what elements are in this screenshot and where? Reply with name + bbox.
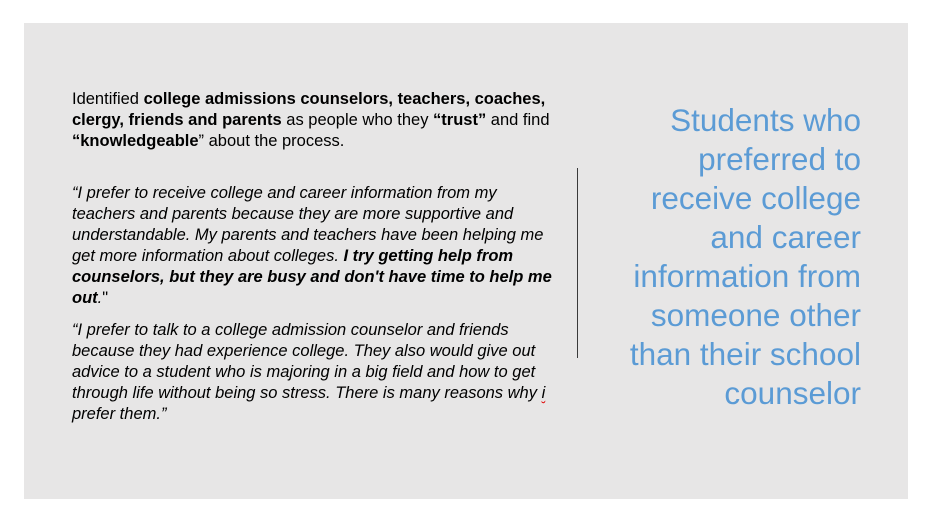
quote-text: . bbox=[97, 289, 103, 307]
title-line: preferred to bbox=[698, 141, 861, 177]
intro-bold-knowledgeable: “knowledgeable bbox=[72, 132, 199, 150]
intro-bold-trust: “trust” bbox=[433, 111, 487, 129]
student-quote-2 bbox=[72, 320, 562, 425]
vertical-divider bbox=[577, 168, 578, 358]
quote-bold-text: I try getting help from counselors, but they are busy and don't have time to help me out bbox=[72, 247, 552, 307]
slide-title bbox=[599, 101, 861, 413]
quote-text: “I prefer to receive college and career information from my teachers and parents because they are more supportive and understandable. My parents and teachers have been helping me get more information about colleges. bbox=[72, 184, 544, 265]
title-line: counselor bbox=[724, 375, 861, 411]
student-quote-1 bbox=[72, 183, 562, 309]
spelling-error-word: i bbox=[541, 384, 546, 402]
title-line: Students who bbox=[670, 102, 861, 138]
slide bbox=[24, 23, 908, 499]
title-line: and career bbox=[710, 219, 861, 255]
intro-text: Identified bbox=[72, 90, 144, 108]
intro-bold-people: college admissions counselors, teachers, coaches, clergy, friends and parents bbox=[72, 90, 546, 129]
quote-text: “I prefer to talk to a college admission counselor and friends because they had experience college. They also would give out advice to a student who is majoring in a big field and how to get through life without being so stress. There is many reasons why bbox=[72, 321, 542, 402]
quote-text: prefer them.” bbox=[72, 405, 167, 423]
intro-paragraph bbox=[72, 89, 562, 152]
left-column bbox=[72, 89, 562, 425]
closing-quote-mark: " bbox=[102, 289, 109, 307]
intro-text: ” about the process. bbox=[198, 132, 345, 150]
intro-text: and find bbox=[486, 111, 550, 129]
title-line: receive college bbox=[650, 180, 861, 216]
title-line: someone other bbox=[650, 297, 861, 333]
title-line: than their school bbox=[629, 336, 861, 372]
title-line: information from bbox=[633, 258, 861, 294]
intro-text: as people who they bbox=[281, 111, 434, 129]
